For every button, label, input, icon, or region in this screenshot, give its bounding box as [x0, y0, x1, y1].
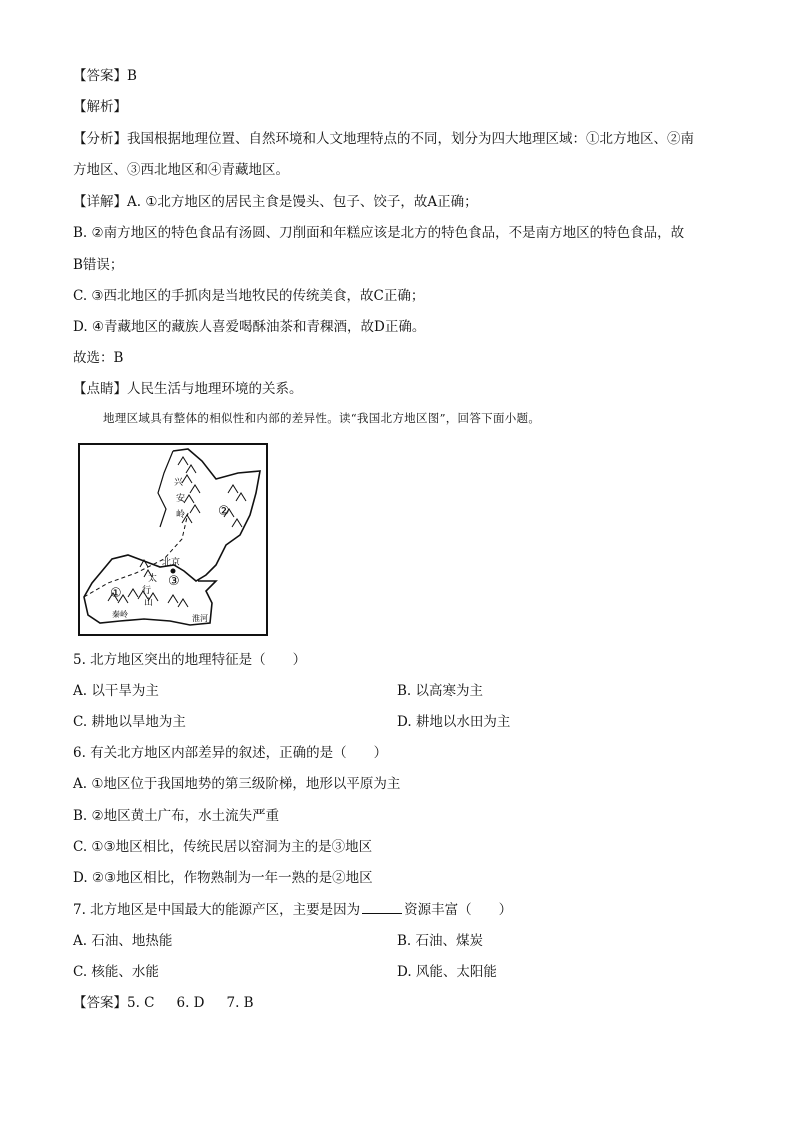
answers-line: [73, 993, 254, 1013]
detail-line-c: C. ③西北地区的手抓肉是当地牧民的传统美食，故C正确；: [73, 288, 425, 304]
label-region-2: ②: [218, 504, 230, 519]
label-tai: 太: [148, 574, 158, 584]
q6-stem: 6. 有关北方地区内部差异的叙述，正确的是（ ）: [73, 745, 388, 761]
label-hang: 行: [142, 586, 152, 596]
q6-option-b[interactable]: B. ②地区黄土广布，水土流失严重: [73, 808, 280, 824]
label-qinling: 秦岭: [112, 610, 128, 619]
label-region-3: ③: [168, 574, 180, 589]
q7-option-d[interactable]: D. 风能、太阳能: [397, 964, 497, 980]
answer-6: 6. D: [176, 995, 205, 1011]
q6-option-d[interactable]: D. ②③地区相比，作物熟制为一年一熟的是②地区: [73, 870, 373, 886]
detail-line-a: 【详解】A. ①北方地区的居民主食是馒头、包子、饺子，故A正确；: [73, 194, 478, 210]
q7-stem-pre: 7. 北方地区是中国最大的能源产区，主要是因为: [73, 902, 361, 918]
label-ling: 岭: [176, 510, 186, 520]
q7-stem: [73, 899, 512, 920]
q5-option-d[interactable]: D. 耕地以水田为主: [397, 714, 511, 730]
choice-line: 故选：B: [73, 350, 124, 366]
label-shan: 山: [144, 598, 154, 608]
q7-option-a[interactable]: A. 石油、地热能: [73, 933, 173, 949]
q7-option-c[interactable]: C. 核能、水能: [73, 964, 159, 980]
label-beijing: 北京: [162, 558, 181, 568]
q5-stem: 5. 北方地区突出的地理特征是（ ）: [73, 652, 307, 668]
detail-line-b: B. ②南方地区的特色食品有汤圆、刀削面和年糕应该是北方的特色食品，不是南方地区的特色食品，故: [73, 225, 685, 241]
label-an: 安: [176, 494, 186, 504]
q7-option-b[interactable]: B. 石油、煤炭: [397, 933, 484, 949]
beijing-marker-icon: [171, 569, 176, 574]
answer-7: 7. B: [226, 995, 254, 1011]
label-xing: 兴: [174, 478, 184, 488]
detail-line-d: D. ④青藏地区的藏族人喜爱喝酥油茶和青稞酒，故D正确。: [73, 319, 426, 335]
q5-option-c[interactable]: C. 耕地以旱地为主: [73, 714, 186, 730]
label-region-1: ①: [110, 586, 122, 601]
q5-option-a[interactable]: A. 以干旱为主: [73, 683, 159, 699]
q5-option-b[interactable]: B. 以高寒为主: [397, 683, 484, 699]
q7-stem-post: 资源丰富（ ）: [404, 902, 513, 918]
q6-option-c[interactable]: C. ①③地区相比，传统民居以窑洞为主的是③地区: [73, 839, 373, 855]
analysis-line-2: 方地区、③西北地区和④青藏地区。: [73, 162, 289, 178]
q6-option-a[interactable]: A. ①地区位于我国地势的第三级阶梯，地形以平原为主: [73, 776, 401, 792]
north-region-map: [78, 443, 268, 636]
answer-line: 【答案】B: [73, 68, 137, 84]
analysis-line-1: 【分析】我国根据地理位置、自然环境和人文地理特点的不同，划分为四大地理区域：①北方地区、②南: [73, 131, 694, 147]
detail-line-b-cont: B错误；: [73, 257, 124, 273]
label-huaihe: 淮河: [192, 614, 208, 623]
q7-blank: [362, 899, 402, 914]
analysis-heading: 【解析】: [73, 99, 127, 115]
intro-text: 地理区域具有整体的相似性和内部的差异性。读“我国北方地区图”，回答下面小题。: [103, 411, 541, 425]
tip-line: 【点睛】人民生活与地理环境的关系。: [73, 381, 303, 397]
answer-5: 【答案】5. C: [73, 995, 155, 1011]
